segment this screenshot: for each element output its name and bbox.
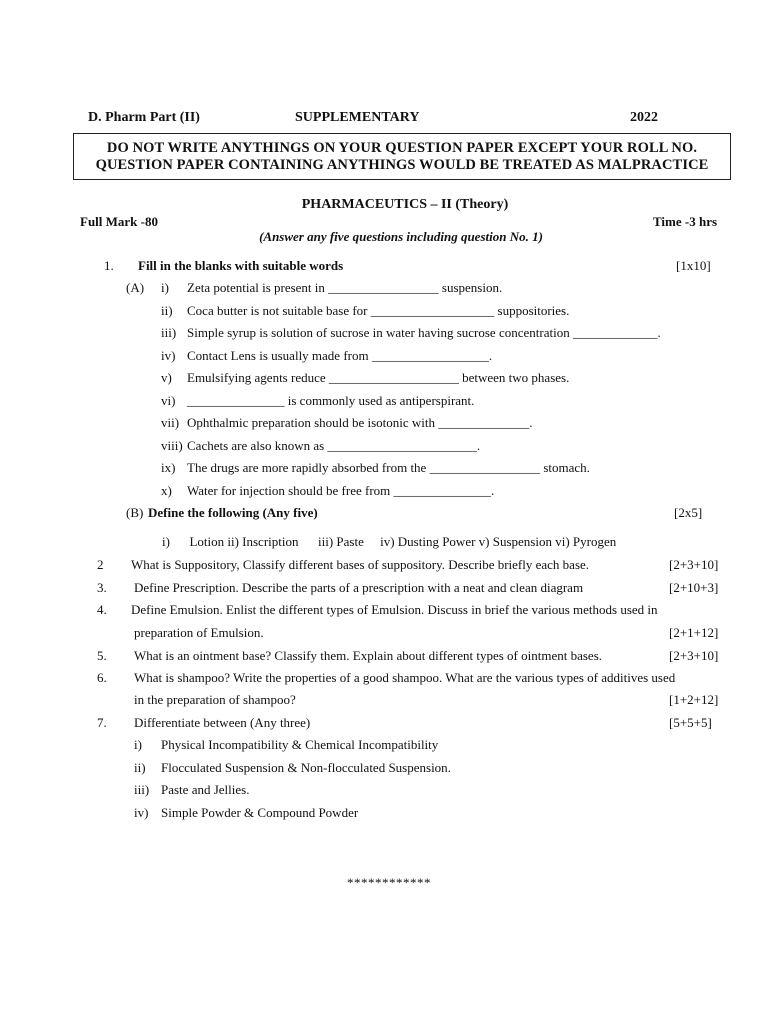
q1-item-text: Cachets are also known as _______________________. bbox=[187, 437, 481, 453]
q1-item-text: Water for injection should be free from _______________. bbox=[187, 482, 495, 498]
q1-item-number: v) bbox=[161, 370, 172, 385]
q6-marks: [1+2+12] bbox=[669, 692, 719, 707]
q4-text-cont: preparation of Emulsion. bbox=[134, 625, 264, 640]
q1-number: 1. bbox=[104, 258, 114, 273]
q3-text: Define Prescription. Describe the parts of a prescription with a neat and clean diagram bbox=[134, 580, 584, 595]
q7-item-number: iv) bbox=[134, 804, 149, 820]
q1-item-text: _______________ is commonly used as antiperspirant. bbox=[187, 392, 475, 408]
q3-marks: [2+10+3] bbox=[669, 580, 719, 595]
full-mark: Full Mark -80 bbox=[80, 214, 158, 229]
q7-item-text: Flocculated Suspension & Non-flocculated Suspension. bbox=[161, 759, 451, 775]
q1-item-number: i) bbox=[161, 280, 169, 295]
q5-text: What is an ointment base? Classify them. Explain about different types of ointment bases. bbox=[134, 648, 603, 663]
q1-item-text: Coca butter is not suitable base for ___________________ suppositories. bbox=[187, 302, 570, 318]
q5-number: 5. bbox=[97, 648, 107, 663]
q1-item-number: ix) bbox=[161, 460, 176, 475]
q2-text: What is Suppository, Classify different bases of suppository. Describe briefly each base. bbox=[131, 557, 590, 572]
q4-text: Define Emulsion. Enlist the different types of Emulsion. Discuss in brief the various methods used in bbox=[131, 602, 658, 617]
q1-item-number: vii) bbox=[161, 415, 180, 430]
q1-item-number: iii) bbox=[161, 325, 177, 340]
q1-part-b-marks: [2x5] bbox=[674, 505, 703, 520]
instruction: (Answer any five questions including question No. 1) bbox=[259, 229, 543, 244]
q1-part-b-items: i) Lotion ii) Inscription iii) Paste iv) Dusting Power v) Suspension vi) Pyrogen bbox=[162, 534, 617, 549]
q4-number: 4. bbox=[97, 602, 107, 617]
q1-title: Fill in the blanks with suitable words bbox=[138, 258, 344, 273]
q5-marks: [2+3+10] bbox=[669, 648, 719, 663]
exam-year: 2022 bbox=[630, 110, 658, 125]
q7-item-text: Paste and Jellies. bbox=[161, 782, 250, 797]
q7-item-number: i) bbox=[134, 737, 142, 752]
end-marker: ************ bbox=[347, 875, 431, 890]
q6-number: 6. bbox=[97, 670, 107, 685]
q6-text: What is shampoo? Write the properties of a good shampoo. What are the various types of additives used bbox=[134, 670, 676, 685]
q1-item-text: Ophthalmic preparation should be isotonic with ______________. bbox=[187, 415, 533, 430]
q1-item-text: Zeta potential is present in _________________ suspension. bbox=[187, 280, 503, 295]
course-name: D. Pharm Part (II) bbox=[88, 110, 200, 125]
q1-item-number: iv) bbox=[161, 347, 176, 363]
q1-marks: [1x10] bbox=[676, 258, 711, 273]
q1-item-number: x) bbox=[161, 482, 172, 498]
q1-item-number: vi) bbox=[161, 392, 176, 408]
q2-marks: [2+3+10] bbox=[669, 557, 719, 572]
paper-title: PHARMACEUTICS – II (Theory) bbox=[301, 197, 509, 212]
q7-item-text: Simple Powder & Compound Powder bbox=[161, 804, 359, 820]
time-allowed: Time -3 hrs bbox=[653, 214, 718, 229]
warning-box bbox=[73, 133, 731, 180]
q4-marks: [2+1+12] bbox=[669, 625, 719, 640]
q1-item-number: ii) bbox=[161, 302, 173, 318]
q1-item-number: viii) bbox=[161, 437, 183, 453]
q7-item-number: ii) bbox=[134, 759, 146, 775]
q1-item-text: Simple syrup is solution of sucrose in water having sucrose concentration _____________. bbox=[187, 325, 661, 340]
q7-item-text: Physical Incompatibility & Chemical Incompatibility bbox=[161, 737, 439, 752]
q2-number: 2 bbox=[97, 557, 104, 572]
q1-part-b-label: (B) bbox=[126, 505, 144, 520]
q1-item-text: The drugs are more rapidly absorbed from the _________________ stomach. bbox=[187, 460, 590, 475]
q7-marks: [5+5+5] bbox=[669, 715, 712, 730]
q1-item-text: Contact Lens is usually made from __________________. bbox=[187, 347, 493, 363]
q3-number: 3. bbox=[97, 580, 107, 595]
warning-line-1: DO NOT WRITE ANYTHINGS ON YOUR QUESTION PAPER EXCEPT YOUR ROLL NO. bbox=[106, 140, 698, 156]
q7-number: 7. bbox=[97, 715, 107, 730]
q7-item-number: iii) bbox=[134, 782, 150, 797]
q6-text-cont: in the preparation of shampoo? bbox=[134, 692, 296, 707]
q1-part-b-title: Define the following (Any five) bbox=[148, 505, 318, 520]
exam-type: SUPPLEMENTARY bbox=[295, 110, 420, 125]
q1-part-a-label: (A) bbox=[126, 280, 145, 295]
warning-line-2: QUESTION PAPER CONTAINING ANYTHINGS WOULD BE TREATED AS MALPRACTICE bbox=[95, 157, 709, 173]
q7-text: Differentiate between (Any three) bbox=[134, 715, 311, 730]
q1-item-text: Emulsifying agents reduce ____________________ between two phases. bbox=[187, 370, 570, 385]
